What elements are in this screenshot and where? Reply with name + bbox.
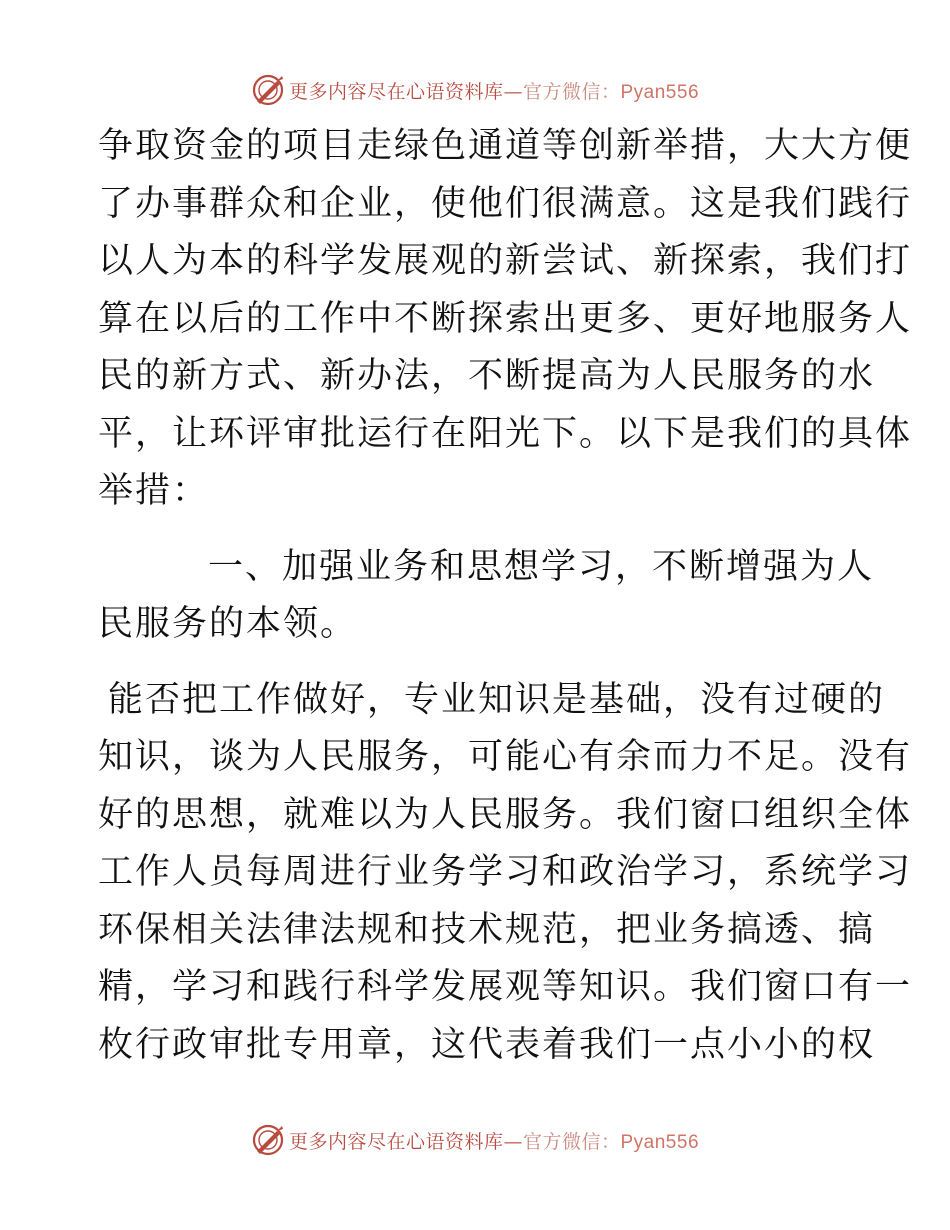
text-line: 工作人员每周进行业务学习和政治学习，系统学习: [98, 852, 913, 892]
brand-logo-icon: [251, 1123, 285, 1157]
banner-main-text: 更多内容尽在心语资料库: [288, 1130, 504, 1153]
paragraph-1: [98, 118, 913, 521]
paragraph-3: [98, 672, 913, 1075]
text-line: 枚行政审批专用章，这代表着我们一点小小的权: [98, 1024, 876, 1065]
banner-wechat-label: 官方微信：: [522, 1130, 621, 1153]
footer-banner: [0, 1120, 950, 1160]
banner-wechat-label: 官方微信：: [522, 80, 621, 103]
text-line: 精，学习和践行科学发展观等知识。我们窗口有一: [98, 967, 913, 1007]
text-line: 好的思想，就难以为人民服务。我们窗口组织全体: [98, 794, 913, 835]
text-line: 举措：: [98, 471, 210, 511]
banner-wechat-id: Pyan556: [620, 81, 700, 103]
section-heading-line: 民服务的本领。: [98, 604, 358, 644]
banner-main-text: 更多内容尽在心语资料库: [288, 80, 504, 103]
text-line: 民的新方式、新办法，不断提高为人民服务的水: [98, 356, 876, 396]
banner-wechat-id: Pyan556: [620, 1131, 700, 1153]
brand-logo-icon: [251, 73, 285, 107]
section-heading-line: 一、加强业务和思想学习，不断增强为人: [208, 546, 875, 587]
paragraph-2-heading: [98, 539, 875, 654]
header-banner: [0, 70, 950, 110]
banner-separator: —: [503, 80, 523, 103]
banner-text: [289, 77, 699, 104]
text-line: 争取资金的项目走绿色通道等创新举措，大大方便: [98, 126, 913, 166]
text-line: 能否把工作做好，专业知识是基础，没有过硬的: [108, 679, 886, 720]
text-line: 以人为本的科学发展观的新尝试、新探索，我们打: [98, 241, 913, 281]
banner-separator: —: [503, 1130, 523, 1153]
text-line: 平，让环评审批运行在阳光下。以下是我们的具体: [98, 413, 913, 454]
text-line: 环保相关法律法规和技术规范，把业务搞透、搞: [98, 909, 876, 950]
banner-text: [289, 1127, 699, 1154]
text-line: 知识，谈为人民服务，可能心有余而力不足。没有: [98, 737, 913, 777]
text-line: 算在以后的工作中不断探索出更多、更好地服务人: [98, 298, 913, 339]
text-line: 了办事群众和企业，使他们很满意。这是我们践行: [98, 183, 913, 224]
document-body: [98, 118, 913, 1074]
